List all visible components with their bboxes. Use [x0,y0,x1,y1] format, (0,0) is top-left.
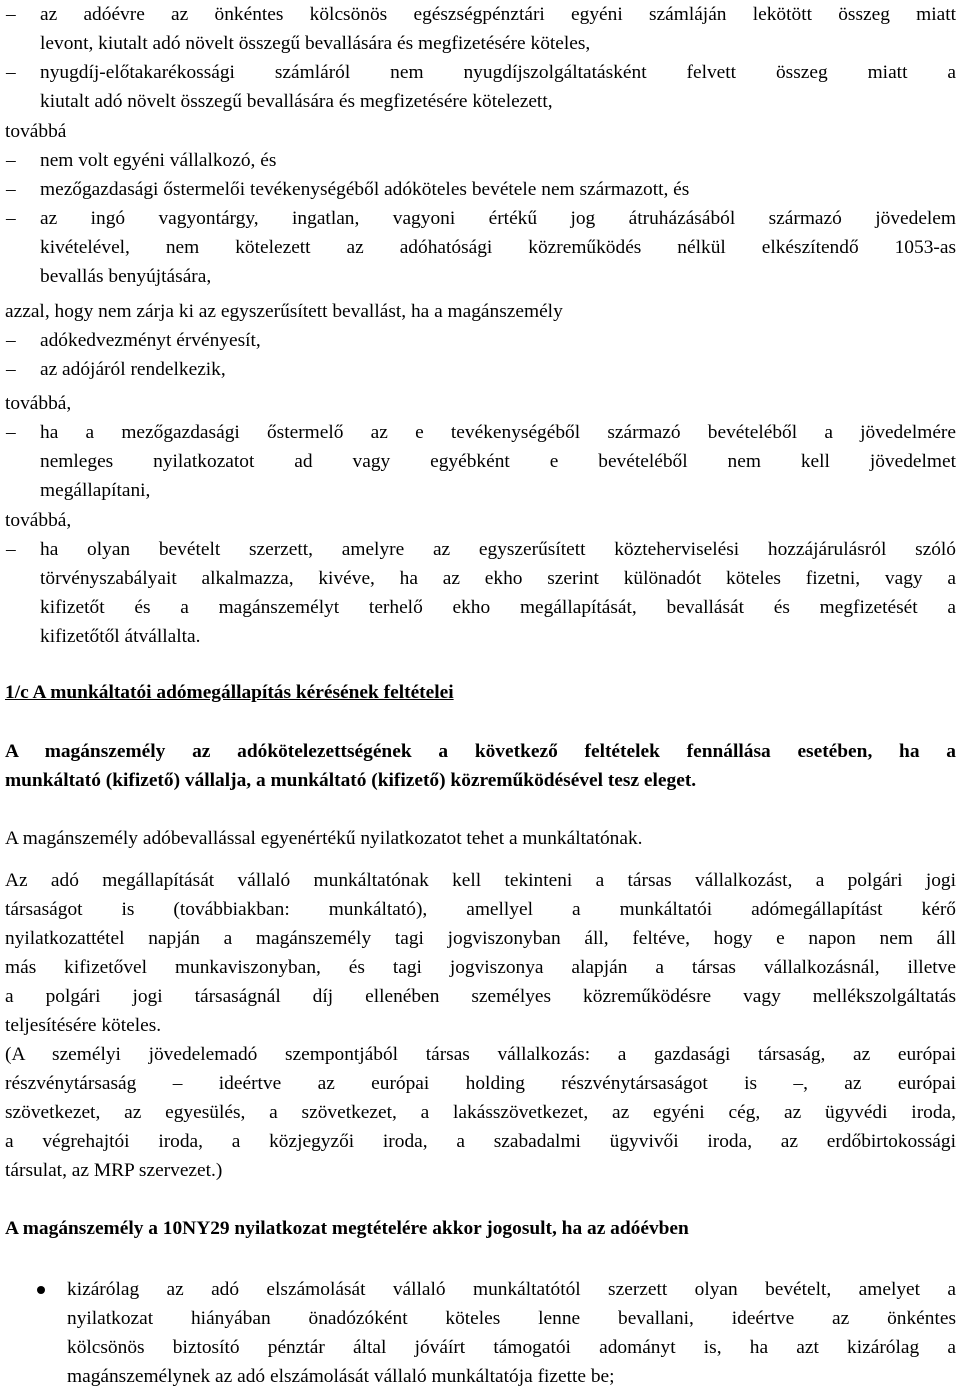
dash-item [5,0,956,58]
text-line: más kifizetővel munkaviszonyban, és tagi jogviszonya alapján a társas vállalkozásnál, illetve [5,957,956,979]
dash-item [5,326,956,355]
dash-list-exceptions [5,326,956,384]
bold-line-10ny29: A magánszemély a 10NY29 nyilatkozat megtételére akkor jogosult, ha az adóévben [5,1218,689,1239]
bullet-item [5,1275,956,1391]
dash-list-intro [5,0,956,116]
text-line: ha a mezőgazdasági őstermelő az e tevékenységéből származó bevételéből a jövedelmére [40,422,956,443]
text-line: mezőgazdasági őstermelői tevékenységéből adóköteles bevétele nem származott, és [40,179,690,201]
dash-item [5,355,956,384]
text-line: a végrehajtói iroda, a közjegyzői iroda, a szabadalmi ügyvivői iroda, az erdőbirtokossági [5,1131,956,1153]
dash-item [5,175,956,204]
text-line: bevallás benyújtására, [40,266,212,288]
text-line: társaságot is (továbbiakban: munkáltató), amellyel a munkáltatói adómegállapítást kérő [5,899,956,921]
dash-list-ekho [5,535,956,651]
dash-marker: – [6,179,16,201]
dash-marker: – [6,208,16,230]
dash-list-conditions [5,146,956,291]
text-line: kölcsönös biztosító pénztár által jóváírt támogatói adományt is, ha azt kizárólag a [67,1337,956,1359]
paragraph-company-definition [5,1040,956,1185]
text-line: törvényszabályait alkalmazza, kivéve, ha az ekho szerint különadót köteles fizetni, vagy a [40,568,956,590]
text-line: nyilatkozattétel napján a magánszemély tagi jogviszonyban áll, feltéve, hogy e napon nem áll [5,928,956,950]
dash-list-ostermelo [5,418,956,505]
text-line: munkáltató (kifizető) vállalja, a munkáltató (kifizető) közreműködésével tesz eleget. [5,770,697,792]
text-line: kiutalt adó növelt összegű bevallására és megfizetésére kötelezett, [40,91,553,113]
dash-marker: – [6,62,16,84]
text-line: Az adó megállapítását vállaló munkáltatónak kell tekinteni a társas vállalkozást, a polgári jogi [5,870,956,891]
text-line: az ingó vagyontárgy, ingatlan, vagyoni értékű jog átruházásából származó jövedelem [40,208,956,230]
text-line: az adójáról rendelkezik, [40,359,226,381]
dash-item [5,418,956,505]
text-line: nyilatkozat hiányában önadózóként köteles lenne bevallani, ideértve az önkéntes [67,1308,956,1330]
text-line: levont, kiutalt adó növelt összegű bevallására és megfizetésére köteles, [40,33,591,55]
dash-marker: – [6,359,16,381]
text-line: szövetkezet, az egyesülés, a szövetkezet, a lakásszövetkezet, az egyéni cég, az ügyvédi iroda, [5,1102,956,1124]
bullet-marker [5,1275,67,1391]
dash-item [5,58,956,116]
dash-marker: – [6,330,16,351]
text-line: ha olyan bevételt szerzett, amelyre az egyszerűsített közteherviselési hozzájárulásról szóló [40,539,956,560]
text-line: nem volt egyéni vállalkozó, és [40,150,277,171]
text-line: megállapítani, [40,480,151,502]
dash-marker: – [6,150,16,171]
azzal-line: azzal, hogy nem zárja ki az egyszerűsített bevallást, ha a magánszemély [5,301,563,322]
text-line: társulat, az MRP szervezet.) [5,1160,223,1182]
text-line: kifizetőt és a magánszemélyt terhelő ekho megállapítását, bevallását és megfizetését a [40,597,956,619]
text-line: teljesítésére köteles. [5,1015,162,1037]
text-line: magánszemélynek az adó elszámolását vállaló munkáltatója fizette be; [67,1366,615,1388]
paragraph: A magánszemély adóbevallással egyenértékű nyilatkozatot tehet a munkáltatónak. [5,828,643,849]
bold-paragraph [5,737,956,795]
tovabba-label: továbbá, [5,393,72,414]
text-line: az adóévre az önkéntes kölcsönös egészségpénztári egyéni számláján lekötött összeg miatt [40,4,956,25]
text-line: részvénytársaság – ideértve az európai holding részvénytársaságot is –, az európai [5,1073,956,1095]
text-line: kizárólag az adó elszámolását vállaló munkáltatótól szerzett olyan bevételt, amelyet a [67,1279,956,1300]
text-line: kifizetőtől átvállalta. [40,626,201,648]
text-line: A magánszemély az adókötelezettségének a következő feltételek fennállása esetében, ha a [5,741,956,762]
dash-marker: – [6,4,16,25]
text-line: (A személyi jövedelemadó szempontjából társas vállalkozás: a gazdasági társaság, az európai [5,1044,956,1065]
text-line: nyugdíj-előtakarékossági számláról nem nyugdíjszolgáltatásként felvett összeg miatt a [40,62,956,84]
dash-marker: – [6,539,16,560]
dash-item [5,535,956,651]
text-line: nemleges nyilatkozatot ad vagy egyébként e bevételéből nem kell jövedelmet [40,451,956,473]
paragraph-employer-definition [5,866,956,1041]
section-heading-1c: 1/c A munkáltatói adómegállapítás kérésének feltételei [5,682,454,703]
tovabba-label: továbbá [5,121,67,142]
text-line: adókedvezményt érvényesít, [40,330,261,351]
text-line: a polgári jogi társaságnál díj ellenében személyes közreműködésre vagy mellékszolgáltatás [5,986,956,1008]
dash-item [5,204,956,291]
dash-marker: – [6,422,16,443]
dash-item [5,146,956,175]
text-line: kivételével, nem kötelezett az adóhatósági közreműködés nélkül elkészítendő 1053-as [40,237,956,259]
tovabba-label: továbbá, [5,510,72,531]
